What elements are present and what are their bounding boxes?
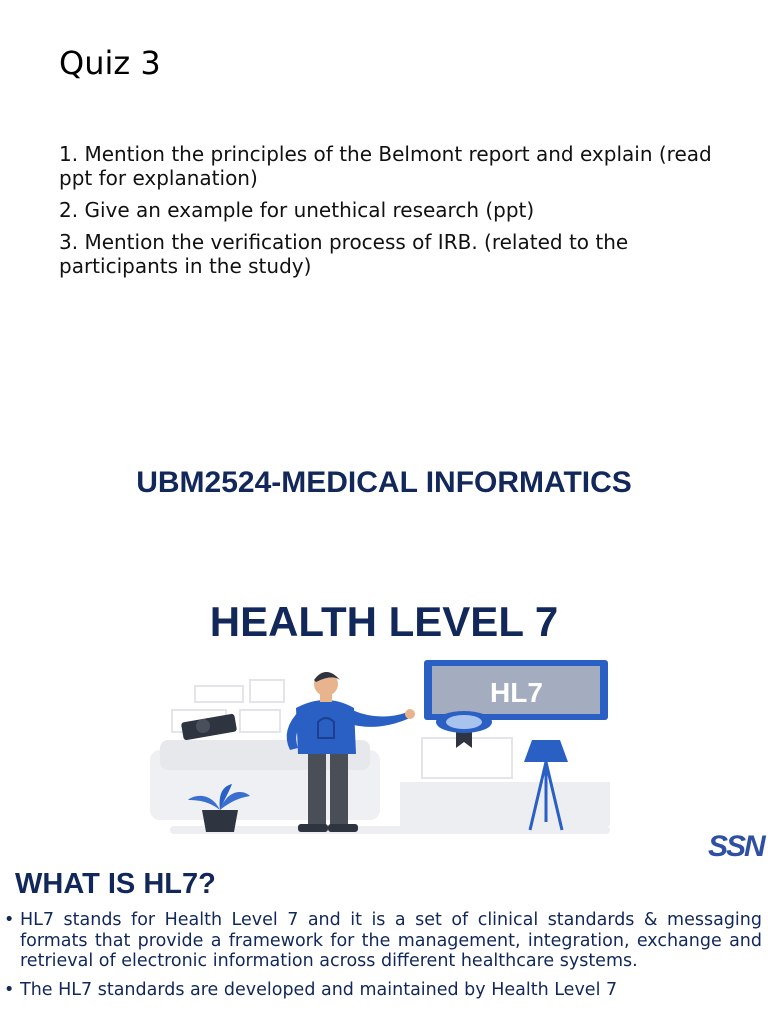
hl7-screen-text: HL7 — [490, 677, 543, 708]
shelf-shape — [250, 680, 284, 702]
shelf-shape — [195, 686, 243, 702]
floor-shape — [170, 826, 610, 834]
list-item — [4, 980, 762, 1001]
award-badge-icon — [436, 711, 492, 748]
quiz-title: Quiz 3 — [59, 44, 161, 82]
ssn-logo: SSN — [708, 830, 764, 863]
cabinet-shape — [400, 782, 610, 826]
hl7-screen — [424, 660, 608, 720]
bullet-icon: • — [4, 979, 15, 1000]
camera-icon — [181, 713, 237, 740]
list-item — [4, 910, 762, 972]
quiz-question-list — [59, 142, 719, 286]
course-title: UBM2524-MEDICAL INFORMATICS — [136, 466, 632, 499]
bullet-icon: • — [4, 910, 15, 930]
hl7-illustration — [140, 650, 620, 840]
bullet-text: HL7 stands for Health Level 7 and it is a set of clinical standards & messaging formats that provide a framework for the management, integration, exchange and retrieval of electronic information across different healthcare systems. — [20, 910, 762, 971]
section-title: WHAT IS HL7? — [15, 868, 216, 900]
quiz-question-1: 1. Mention the principles of the Belmont report and explain (read ppt for explanation) — [59, 142, 712, 190]
bullet-text: The HL7 standards are developed and maintained by Health Level 7 — [20, 979, 618, 1000]
quiz-question-2: 2. Give an example for unethical research (ppt) — [59, 198, 535, 222]
bullet-list — [4, 910, 762, 1008]
quiz-question-3: 3. Mention the verification process of IRB. (related to the participants in the study) — [59, 230, 629, 278]
slide-title: HEALTH LEVEL 7 — [209, 598, 559, 645]
shelf-shape — [240, 710, 280, 732]
